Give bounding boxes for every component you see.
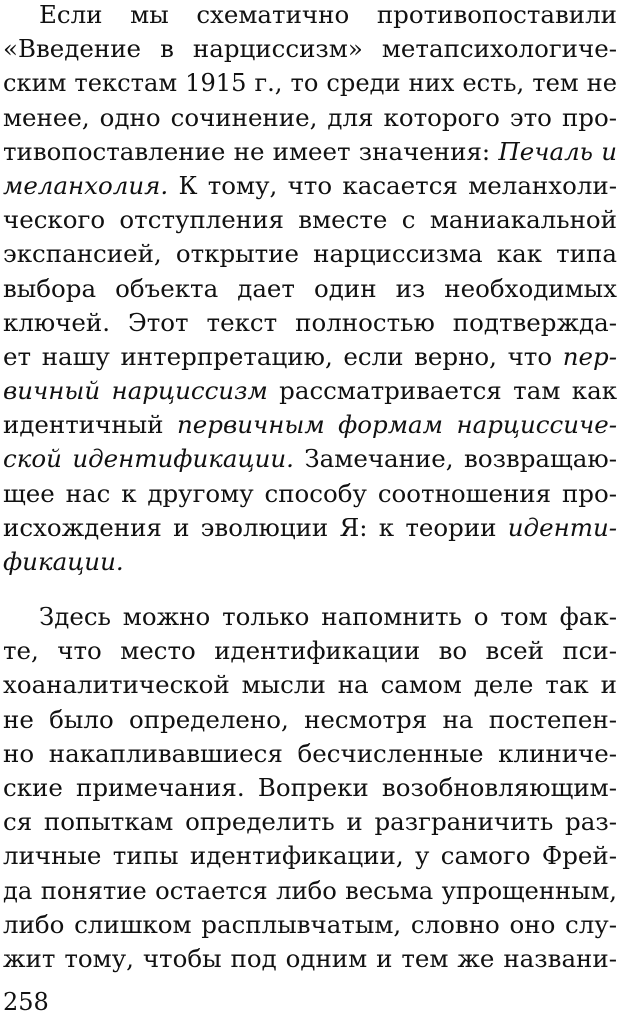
text-line: выбора объекта дает один из необходимых — [3, 273, 617, 303]
italic-term: вичный нарциссизм — [3, 376, 268, 406]
text-fragment: идентичный — [3, 410, 177, 440]
paragraph-2 — [3, 600, 617, 976]
italic-title: Печаль и — [498, 136, 618, 166]
italic-term: пер- — [562, 341, 617, 371]
text-line: Если мы схематично противопоставили — [39, 0, 617, 29]
page-number: 258 — [3, 988, 49, 1016]
italic-title: меланхолия. — [3, 170, 169, 200]
text-line: жит тому, чтобы под одним и тем же названи- — [3, 943, 617, 973]
text-line: ские примечания. Вопреки возобновляющим- — [3, 772, 617, 802]
text-line: да понятие остается либо весьма упрощенным, — [3, 876, 617, 905]
text-line: не было определено, несмотря на постепен- — [3, 704, 617, 734]
text-line — [3, 442, 617, 476]
text-line — [3, 545, 617, 579]
text-line — [3, 408, 617, 442]
italic-term: иденти- — [507, 512, 617, 542]
text-line: те, что место идентификации во всей пси- — [3, 636, 617, 666]
text-line: ским текстам 1915 г., то среди них есть, тем не — [3, 69, 617, 98]
text-line — [3, 374, 617, 408]
text-fragment: Замечание, возвращаю- — [293, 444, 618, 474]
text-fragment: тивопоставление не имеет значения: — [3, 136, 499, 166]
text-line — [3, 169, 617, 203]
text-line: экспансией, открытие нарциссизма как типа — [3, 239, 617, 269]
text-fragment: К тому, что касается меланхоли- — [168, 170, 617, 200]
text-line: либо слишком расплывчатым, словно оно слу- — [3, 909, 617, 939]
text-line: личные типы идентификации, у самого Фрей- — [3, 841, 617, 871]
text-line — [3, 135, 617, 169]
italic-term: фикации. — [3, 547, 124, 576]
italic-term: первичным формам нарциссиче- — [176, 410, 617, 440]
text-line: Здесь можно только напомнить о том фак- — [39, 602, 617, 631]
text-fragment: исхождения и эволюции Я: к теории — [3, 512, 508, 542]
text-line: хоаналитической мысли на самом деле так и — [3, 670, 617, 700]
text-line: щее нас к другому способу соотношения про- — [3, 478, 617, 508]
text-line: менее, одно сочинение, для которого это про- — [3, 102, 617, 132]
italic-term: ской идентификации. — [3, 444, 294, 474]
text-line: ческого отступления вместе с маниакальной — [3, 205, 617, 235]
text-line — [3, 340, 617, 374]
text-fragment: рассматривается там как — [267, 376, 618, 406]
paragraph-1 — [3, 0, 617, 579]
text-line — [3, 511, 617, 545]
text-fragment: ет нашу интерпретацию, если верно, что — [3, 341, 563, 371]
text-line: «Введение в нарциссизм» метапсихологиче- — [3, 34, 617, 64]
text-line: ключей. Этот текст полностью подтвержда- — [3, 307, 617, 337]
text-line: ся попыткам определить и разграничить раз- — [3, 807, 617, 837]
text-line: но накапливавшиеся бесчисленные клиниче- — [3, 738, 617, 768]
